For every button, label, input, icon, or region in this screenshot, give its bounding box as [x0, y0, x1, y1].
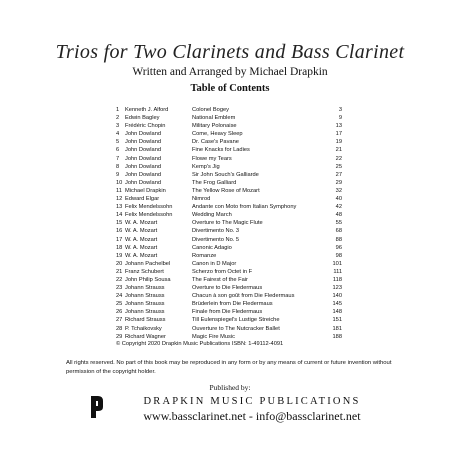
toc-entry-title: Sir John Souch's Galliarde [192, 171, 259, 178]
toc-entry-page: 111 [333, 268, 342, 275]
toc-entry-composer: Edwin Bagley [125, 115, 160, 122]
toc-entry-composer: John Dowland [125, 139, 162, 146]
toc-entry [0, 187, 460, 195]
toc-entry [0, 276, 460, 284]
toc-entry-page: 22 [335, 155, 342, 162]
toc-entry-page: 55 [335, 220, 342, 227]
toc-entry-page: 29 [335, 179, 342, 186]
toc-entry-number: 20 [116, 260, 123, 267]
toc-entry-title: Ouverture to The Nutcracker Ballet [192, 325, 280, 332]
toc-entry [0, 146, 460, 154]
toc-entry-page: 98 [335, 252, 342, 259]
toc-entry-page: 17 [335, 131, 342, 138]
toc-entry-composer: Johann Strauss [125, 293, 165, 300]
toc-entry-composer: John Dowland [125, 147, 162, 154]
toc-entry-title: The Fairest of the Fair [192, 276, 248, 283]
toc-entry-number: 25 [116, 301, 123, 308]
toc-entry [0, 106, 460, 114]
toc-entry-page: 181 [332, 325, 342, 332]
toc-entry-title: Scherzo from Octet in F [192, 268, 253, 275]
toc-entry [0, 163, 460, 171]
toc-entry-page: 145 [332, 301, 342, 308]
toc-entry-number: 21 [116, 268, 123, 275]
toc-entry-number: 10 [116, 179, 123, 186]
toc-entry-composer: W. A. Mozart [125, 220, 158, 227]
toc-entry-title: National Emblem [192, 115, 236, 122]
toc-entry-composer: Johann Pachelbel [125, 260, 171, 267]
toc-entry-page: 148 [332, 309, 342, 316]
toc-entry-number: 19 [116, 252, 123, 259]
toc-entry-number: 9 [116, 171, 120, 178]
toc-entry-number: 1 [116, 107, 120, 113]
toc-entry-composer: Frédéric Chopin [125, 123, 166, 130]
toc-entry-title: Kemp's Jig [192, 163, 220, 170]
toc-entry-composer: John Philip Sousa [125, 276, 171, 283]
toc-entry-number: 18 [116, 244, 123, 251]
toc-entry-number: 14 [116, 212, 123, 219]
toc-entry-page: 42 [335, 204, 342, 211]
toc-entry-number: 15 [116, 220, 123, 227]
toc-entry-title: Chacun à son goût from Die Fledermaus [192, 293, 295, 300]
toc-entry-composer: John Dowland [125, 171, 162, 178]
toc-entry-title: Brüderlein from Die Fledermaus [192, 301, 273, 308]
toc-entry-number: 12 [116, 196, 123, 203]
toc-entry-title: Divertimento No. 5 [192, 236, 240, 243]
toc-entry [0, 252, 460, 260]
toc-entry [0, 138, 460, 146]
toc-entry-title: Nimrod [192, 196, 211, 203]
table-of-contents [0, 106, 460, 341]
toc-entry-composer: John Dowland [125, 131, 162, 138]
toc-entry-title: Military Polonaise [192, 123, 237, 130]
toc-entry-number: 11 [116, 187, 122, 194]
toc-entry [0, 236, 460, 244]
toc-entry-number: 27 [116, 317, 123, 324]
toc-entry-number: 24 [116, 293, 123, 300]
toc-entry-title: Overture to Die Fledermaus [192, 285, 263, 292]
toc-entry-page: 19 [335, 139, 342, 146]
toc-entry-number: 6 [116, 147, 120, 154]
toc-entry-title: Come, Heavy Sleep [192, 131, 243, 138]
toc-entry-title: Romanze [192, 252, 217, 259]
toc-entry-title: The Yellow Rose of Mozart [192, 187, 260, 194]
toc-entry [0, 130, 460, 138]
toc-entry-number: 22 [116, 276, 123, 283]
toc-entry [0, 260, 460, 268]
toc-entry-number: 13 [116, 204, 123, 211]
toc-entry-composer: Johann Strauss [125, 285, 165, 292]
toc-entry-composer: Kenneth J. Alford [125, 107, 169, 113]
toc-entry-number: 26 [116, 309, 123, 316]
toc-entry-number: 16 [116, 228, 123, 235]
toc-entry-page: 96 [335, 244, 342, 251]
toc-entry-composer: P. Tchaikovsky [125, 325, 162, 332]
toc-entry-composer: John Dowland [125, 163, 162, 170]
toc-entry [0, 333, 460, 341]
toc-entry-title: Colonel Bogey [192, 107, 229, 113]
toc-entry [0, 292, 460, 300]
toc-entry-number: 17 [116, 236, 123, 243]
toc-entry-page: 21 [335, 147, 342, 154]
toc-entry-title: Divertimento No. 3 [192, 228, 240, 235]
toc-entry [0, 219, 460, 227]
toc-entry-title: Till Eulenspiegel's Lustige Streiche [192, 317, 280, 324]
toc-entry-number: 7 [116, 155, 120, 162]
toc-entry-number: 2 [116, 115, 120, 122]
toc-entry-title: Wedding March [192, 212, 232, 219]
toc-entry [0, 325, 460, 333]
toc-entry [0, 203, 460, 211]
book-subtitle: Written and Arranged by Michael Drapkin [132, 66, 328, 78]
toc-entry-page: 123 [332, 285, 342, 292]
toc-entry-page: 48 [335, 212, 342, 219]
toc-entry-composer: Johann Strauss [125, 301, 165, 308]
toc-entry-page: 68 [335, 228, 342, 235]
toc-entry [0, 179, 460, 187]
toc-entry [0, 316, 460, 324]
toc-entry-page: 140 [332, 293, 342, 300]
toc-entry-page: 13 [335, 123, 342, 130]
toc-entry [0, 227, 460, 235]
toc-entry-composer: Richard Strauss [125, 317, 166, 324]
publisher-contact: www.bassclarinet.net - info@bassclarinet.net [143, 409, 361, 423]
toc-entry-number: 3 [116, 123, 120, 130]
toc-entry-number: 28 [116, 325, 123, 332]
toc-entry [0, 308, 460, 316]
toc-entry-page: 151 [332, 317, 342, 324]
toc-entry-composer: Franz Schubert [125, 268, 164, 275]
toc-entry-composer: Richard Wagner [125, 333, 166, 340]
toc-entry-number: 23 [116, 285, 123, 292]
toc-entry-page: 188 [332, 333, 342, 340]
toc-entry-title: Flowe my Tears [192, 155, 232, 162]
toc-entry [0, 268, 460, 276]
toc-entry-number: 4 [116, 131, 120, 138]
toc-entry-composer: Michael Drapkin [125, 187, 166, 194]
toc-entry-title: Dr. Case's Pavane [192, 139, 239, 146]
toc-entry [0, 211, 460, 219]
toc-entry-number: 8 [116, 163, 120, 170]
toc-entry-page: 9 [338, 115, 342, 122]
toc-entry-number: 29 [116, 333, 123, 340]
publisher-logo-icon [90, 395, 104, 419]
book-title: Trios for Two Clarinets and Bass Clarinet [55, 41, 405, 63]
toc-entry-page: 118 [332, 276, 342, 283]
toc-entry-page: 32 [335, 187, 342, 194]
toc-entry-title: Fine Knacks for Ladies [192, 147, 250, 154]
toc-entry-page: 88 [335, 236, 342, 243]
toc-entry-page: 3 [338, 107, 342, 113]
toc-entry-title: Canon in D Major [192, 260, 237, 267]
toc-entry-title: Andante con Moto from Italian Symphony [192, 204, 297, 211]
toc-entry-title: Canonic Adagio [192, 244, 232, 251]
publisher-name: DRAPKIN MUSIC PUBLICATIONS [143, 396, 361, 407]
toc-entry-composer: Felix Mendelssohn [125, 212, 173, 219]
toc-entry-composer: Edward Elgar [125, 196, 160, 203]
rights-statement: All rights reserved. No part of this book may be reproduced in any form or by any means of current or future invention without permission of the copyright holder. [66, 360, 392, 375]
toc-heading: Table of Contents [190, 83, 270, 94]
toc-entry [0, 122, 460, 130]
toc-entry [0, 114, 460, 122]
toc-entry-page: 25 [335, 163, 342, 170]
published-by-label: Published by: [209, 383, 251, 392]
toc-entry [0, 244, 460, 252]
toc-entry-title: Overture to The Magic Flute [192, 220, 263, 227]
copyright-notice: © Copyright 2020 Drapkin Music Publications ISBN: 1-49112-4091 [116, 341, 284, 347]
toc-entry [0, 155, 460, 163]
toc-entry-number: 5 [116, 139, 120, 146]
toc-entry-composer: W. A. Mozart [125, 236, 158, 243]
toc-entry-composer: John Dowland [125, 179, 162, 186]
toc-entry-title: The Frog Galliard [192, 179, 237, 186]
toc-entry [0, 171, 460, 179]
toc-entry-page: 27 [335, 171, 342, 178]
toc-entry-composer: W. A. Mozart [125, 228, 158, 235]
toc-entry-title: Magic Fire Music [192, 333, 235, 340]
toc-entry-composer: W. A. Mozart [125, 244, 158, 251]
toc-entry-title: Finale from Die Fledermaus [192, 309, 263, 316]
toc-entry-composer: W. A. Mozart [125, 252, 158, 259]
toc-entry-composer: Felix Mendelssohn [125, 204, 173, 211]
toc-entry-composer: Johann Strauss [125, 309, 165, 316]
toc-entry-page: 40 [335, 196, 342, 203]
toc-entry [0, 284, 460, 292]
toc-entry [0, 300, 460, 308]
toc-entry-page: 101 [332, 260, 342, 267]
toc-entry [0, 195, 460, 203]
toc-entry-composer: John Dowland [125, 155, 162, 162]
